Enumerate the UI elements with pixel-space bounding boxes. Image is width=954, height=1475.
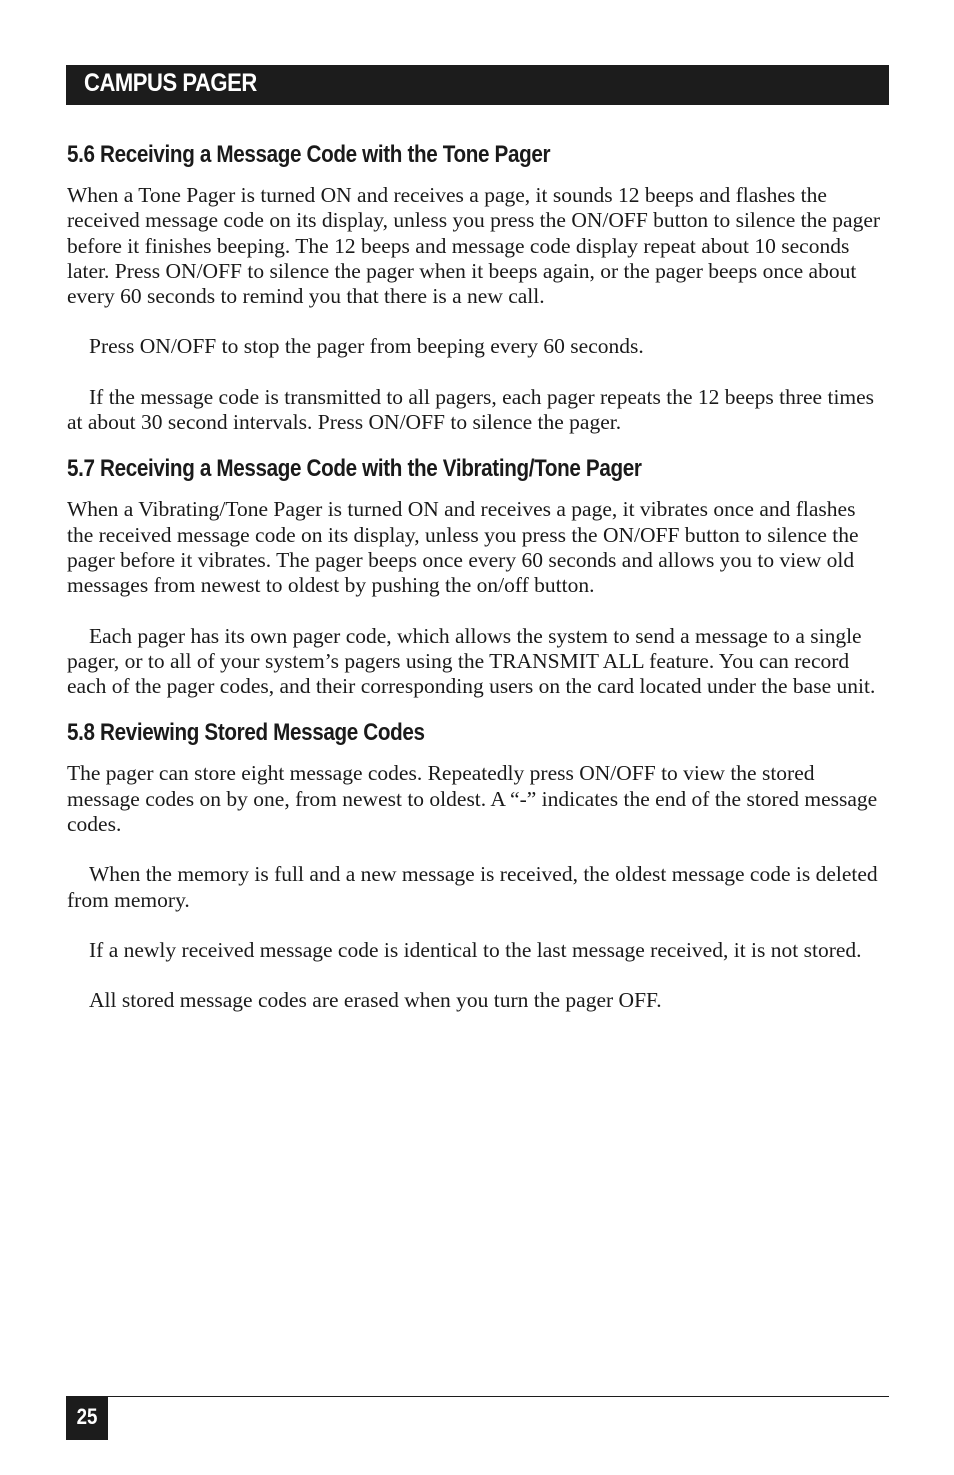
page-body bbox=[67, 137, 885, 1014]
section-5-6-paragraph: Press ON/OFF to stop the pager from beeping every 60 seconds. bbox=[89, 334, 644, 359]
section-5-6-heading: 5.6 Receiving a Message Code with the Tone Pager bbox=[67, 141, 551, 168]
section-5-6-paragraph: If the message code is transmitted to all pagers, each pager repeats the 12 beeps three times at about 30 second intervals. Press ON/OFF to silence the pager. bbox=[67, 384, 875, 435]
section-5-8-paragraph: If a newly received message code is identical to the last message received, it is not stored. bbox=[89, 937, 862, 962]
section-5-8-paragraph: When the memory is full and a new message is received, the oldest message code is deleted from memory. bbox=[67, 862, 878, 912]
section-5-8-paragraph: The pager can store eight message codes. Repeatedly press ON/OFF to view the stored message codes on by one, from newest to oldest. A “-” indicates the end of the stored message codes. bbox=[67, 761, 878, 837]
running-header bbox=[66, 65, 889, 105]
section-5-8-paragraph: All stored message codes are erased when you turn the pager OFF. bbox=[89, 988, 662, 1013]
page-number: 25 bbox=[76, 1404, 98, 1429]
footer-rule bbox=[66, 1396, 889, 1397]
section-5-7-paragraph: Each pager has its own pager code, which allows the system to send a message to a single pager, or to all of your system’s pagers using the TRANSMIT ALL feature. You can record each of the pager codes, and their corresponding users on the card located under the base unit. bbox=[67, 623, 876, 699]
section-5-7-heading: 5.7 Receiving a Message Code with the Vibrating/Tone Pager bbox=[67, 455, 642, 483]
section-5-8-heading: 5.8 Reviewing Stored Message Codes bbox=[67, 719, 425, 747]
section-5-6-paragraph: When a Tone Pager is turned ON and receives a page, it sounds 12 beeps and flashes the received message code on its display, unless you press the ON/OFF button to silence the pager before it finishes beeping. The 12 beeps and message code display repeat about 10 seconds later. Press ON/OFF to silence the pager when it beeps again, or the pager beeps once about every 60 seconds to remind you that there is a new call. bbox=[67, 183, 881, 309]
page-number-box bbox=[66, 1397, 108, 1440]
section-5-7-paragraph: When a Vibrating/Tone Pager is turned ON and receives a page, it vibrates once and flashes the received message code on its display, unless you press the ON/OFF button to silence the pager before it vibrates. The pager beeps once every 60 seconds and allows you to view old messages from newest to oldest by pushing the on/off button. bbox=[67, 497, 859, 598]
running-header-title: CAMPUS PAGER bbox=[84, 69, 257, 97]
